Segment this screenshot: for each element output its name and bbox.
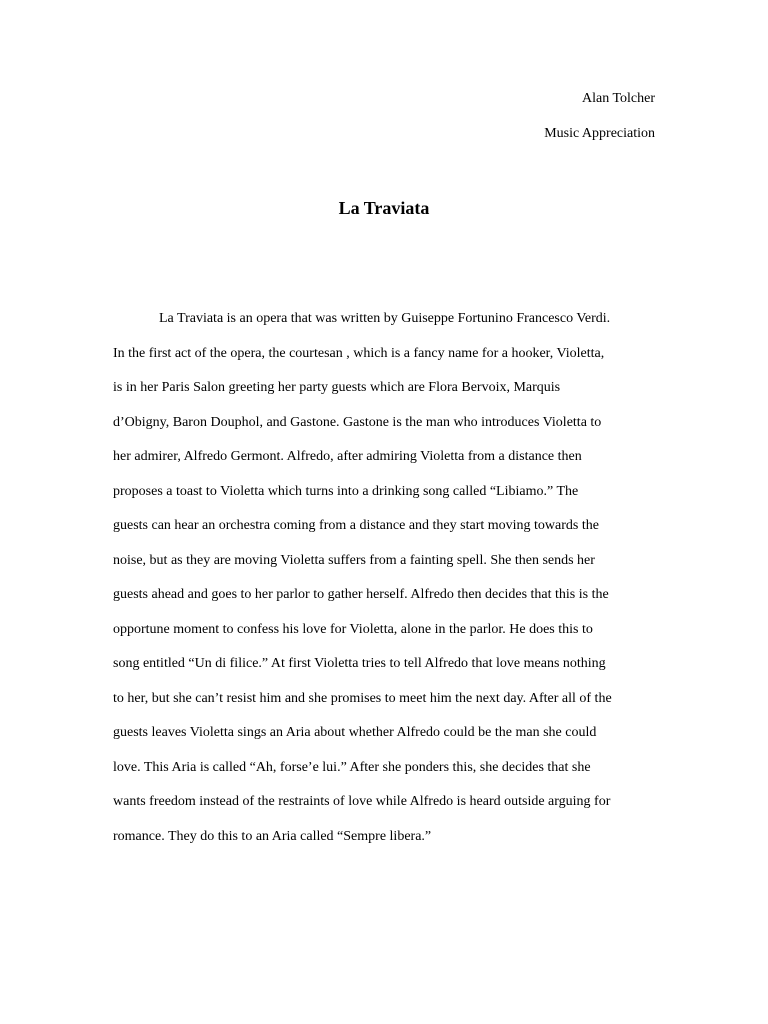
paragraph-line: proposes a toast to Violetta which turns into a drinking song called “Libiamo.” The [113, 484, 579, 499]
paragraph-line: opportune moment to confess his love for Violetta, alone in the parlor. He does this to [113, 622, 593, 637]
course-name: Music Appreciation [544, 126, 655, 141]
paragraph-line: is in her Paris Salon greeting her party guests which are Flora Bervoix, Marquis [113, 380, 561, 395]
paragraph-line: In the first act of the opera, the courtesan , which is a fancy name for a hooker, Violetta, [113, 346, 605, 361]
author-name: Alan Tolcher [581, 91, 655, 106]
paragraph-line: guests leaves Violetta sings an Aria about whether Alfredo could be the man she could [113, 725, 597, 740]
paragraph-line: noise, but as they are moving Violetta suffers from a fainting spell. She then sends her [113, 553, 595, 568]
paragraph-line: love. This Aria is called “Ah, forse’e lui.” After she ponders this, she decides that she [113, 760, 591, 775]
paragraph-line: her admirer, Alfredo Germont. Alfredo, after admiring Violetta from a distance then [113, 449, 582, 464]
paragraph-line: guests ahead and goes to her parlor to gather herself. Alfredo then decides that this is the [113, 587, 609, 602]
paragraph-line: song entitled “Un di filice.” At first Violetta tries to tell Alfredo that love means nothing [113, 656, 606, 671]
paragraph-line: to her, but she can’t resist him and she promises to meet him the next day. After all of the [113, 691, 612, 706]
paragraph-line: romance. They do this to an Aria called “Sempre libera.” [113, 829, 432, 844]
paragraph-line: guests can hear an orchestra coming from a distance and they start moving towards the [113, 518, 599, 533]
document-title: La Traviata [338, 198, 430, 218]
paragraph-line: wants freedom instead of the restraints of love while Alfredo is heard outside arguing for [113, 794, 611, 809]
paragraph-line: La Traviata is an opera that was written by Guiseppe Fortunino Francesco Verdi. [159, 311, 611, 326]
paragraph-line: d’Obigny, Baron Douphol, and Gastone. Gastone is the man who introduces Violetta to [113, 415, 602, 430]
